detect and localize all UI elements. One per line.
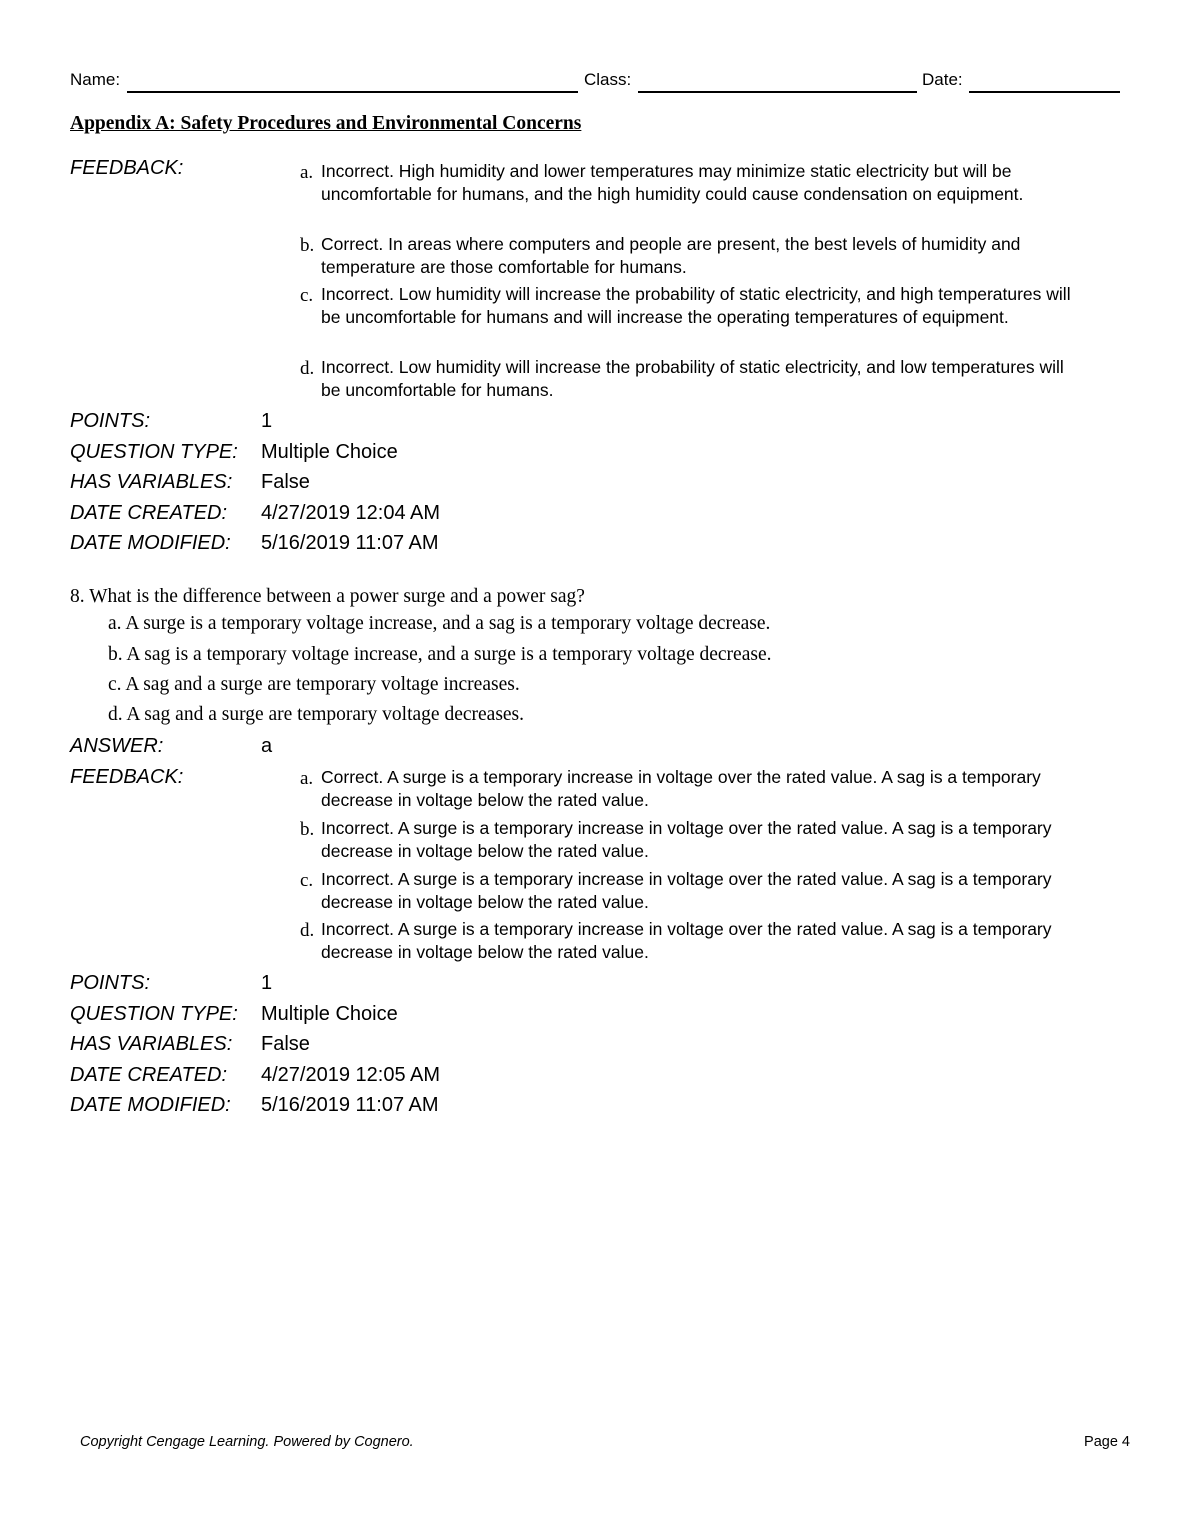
date-line xyxy=(969,91,1120,93)
class-label: Class: xyxy=(584,70,632,89)
feedback-text: Incorrect. High humidity and lower temperatures may minimize static electricity but will be uncomfortable for humans, and the high humidity could cause condensation on equipment. xyxy=(321,161,1024,204)
feedback-letter: b. xyxy=(300,235,315,256)
feedback-letter: d. xyxy=(300,920,315,941)
document-title: Appendix A: Safety Procedures and Environmental Concerns xyxy=(70,113,582,134)
points-value: 1 xyxy=(261,972,273,994)
date-modified-value: 5/16/2019 11:07 AM xyxy=(261,1094,439,1116)
feedback-letter: d. xyxy=(300,358,315,379)
answer-value: a xyxy=(261,735,273,757)
answer-label: ANSWER: xyxy=(70,735,164,757)
has-variables-label: HAS VARIABLES: xyxy=(70,471,233,493)
date-created-label: DATE CREATED: xyxy=(70,502,228,524)
choice-d: d. A sag and a surge are temporary voltage decreases. xyxy=(108,704,525,725)
feedback-text: Incorrect. A surge is a temporary increase in voltage over the rated value. A sag is a temporary decrease in voltage below the rated value. xyxy=(321,818,1052,861)
has-variables-value: False xyxy=(261,471,310,493)
has-variables-value: False xyxy=(261,1033,310,1055)
question-type-value: Multiple Choice xyxy=(261,441,398,463)
footer-copyright: Copyright Cengage Learning. Powered by Cognero. xyxy=(80,1434,414,1450)
has-variables-label: HAS VARIABLES: xyxy=(70,1033,233,1055)
points-label: POINTS: xyxy=(70,972,151,994)
feedback-letter: a. xyxy=(300,162,314,183)
question-type-label: QUESTION TYPE: xyxy=(70,1003,238,1025)
name-line xyxy=(127,91,578,93)
question-type-label: QUESTION TYPE: xyxy=(70,441,238,463)
date-modified-label: DATE MODIFIED: xyxy=(70,532,231,554)
feedback-text: Incorrect. A surge is a temporary increase in voltage over the rated value. A sag is a temporary decrease in voltage below the rated value. xyxy=(321,869,1052,912)
class-line xyxy=(638,91,917,93)
header-row xyxy=(70,70,1120,96)
feedback-text: Incorrect. A surge is a temporary increase in voltage over the rated value. A sag is a temporary decrease in voltage below the rated value. xyxy=(321,919,1052,962)
date-created-value: 4/27/2019 12:05 AM xyxy=(261,1064,441,1086)
page-number: Page 4 xyxy=(1084,1434,1130,1450)
name-label: Name: xyxy=(70,70,121,89)
date-created-label: DATE CREATED: xyxy=(70,1064,228,1086)
feedback-label: FEEDBACK: xyxy=(70,766,184,788)
points-label: POINTS: xyxy=(70,410,151,432)
feedback-label: FEEDBACK: xyxy=(70,157,184,179)
feedback-letter: b. xyxy=(300,819,315,840)
feedback-letter: c. xyxy=(300,285,314,306)
points-value: 1 xyxy=(261,410,273,432)
date-label: Date: xyxy=(922,70,963,89)
feedback-text: Correct. In areas where computers and people are present, the best levels of humidity and temperature are those comfortable for humans. xyxy=(321,234,1021,277)
date-modified-value: 5/16/2019 11:07 AM xyxy=(261,532,439,554)
question-type-value: Multiple Choice xyxy=(261,1003,398,1025)
feedback-text: Correct. A surge is a temporary increase in voltage over the rated value. A sag is a temporary decrease in voltage below the rated value. xyxy=(321,767,1041,810)
choice-b: b. A sag is a temporary voltage increase, and a surge is a temporary voltage decrease. xyxy=(108,644,772,665)
choice-c: c. A sag and a surge are temporary voltage increases. xyxy=(108,674,520,695)
feedback-letter: a. xyxy=(300,768,314,789)
feedback-text: Incorrect. Low humidity will increase the probability of static electricity, and low temperatures will be uncomfortable for humans. xyxy=(321,357,1064,400)
date-created-value: 4/27/2019 12:04 AM xyxy=(261,502,441,524)
feedback-text: Incorrect. Low humidity will increase the probability of static electricity, and high temperatures will be uncomfortable for humans and will increase the operating temperatures of equipment. xyxy=(321,284,1071,327)
feedback-letter: c. xyxy=(300,870,314,891)
question-text: 8. What is the difference between a power surge and a power sag? xyxy=(70,586,585,607)
date-modified-label: DATE MODIFIED: xyxy=(70,1094,231,1116)
choice-a: a. A surge is a temporary voltage increase, and a sag is a temporary voltage decrease. xyxy=(108,613,771,634)
